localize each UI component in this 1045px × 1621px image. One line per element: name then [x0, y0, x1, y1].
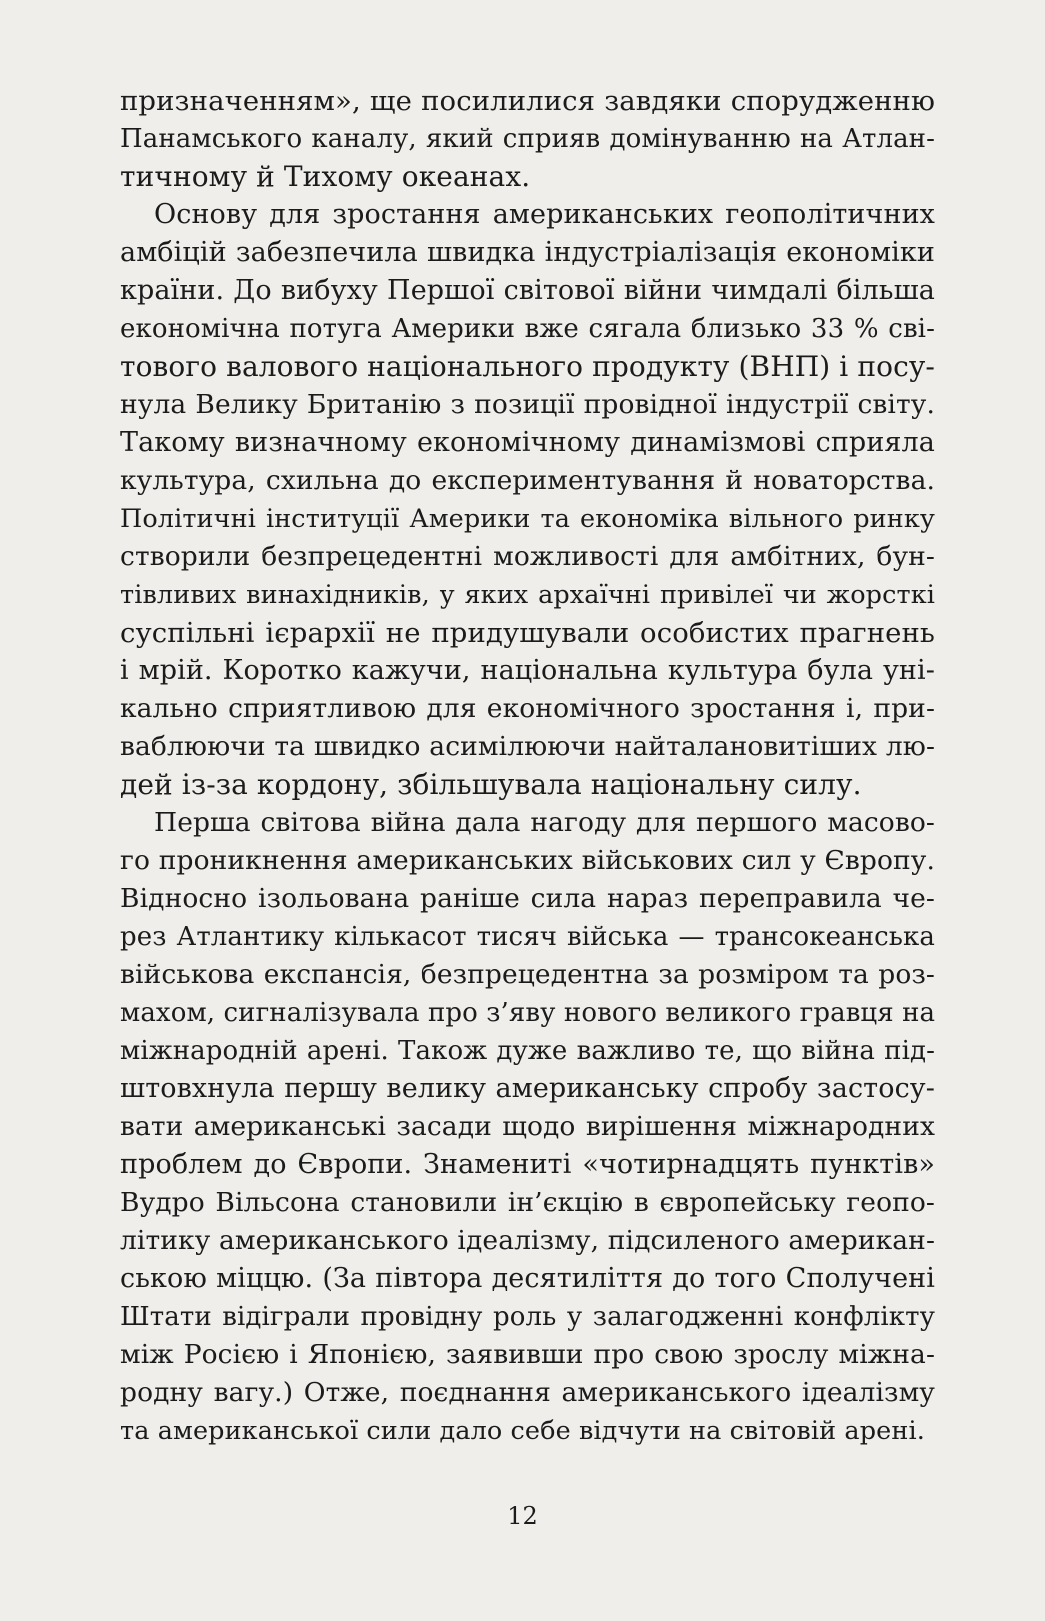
text-line: родну вагу.) Отже, поєднання американського ідеалізму: [120, 1377, 935, 1408]
text-line: махом, сигналізувала про з’яву нового великого гравця на: [120, 998, 936, 1028]
text-line: Основу для зростання американських геополітичних: [154, 199, 935, 230]
text-line: тового валового національного продукту (ВНП) і посу-: [120, 350, 935, 383]
text-line: суспільні ієрархії не придушували особистих прагнень: [120, 617, 935, 649]
text-line: рез Атлантику кількасот тисяч війська — трансокеанська: [120, 922, 935, 952]
page-number: 12: [507, 1502, 538, 1530]
text-line: і мрій. Коротко кажучи, національна культура була уні-: [120, 655, 935, 686]
text-line: штовхнула першу велику американську спробу застосу-: [120, 1073, 935, 1104]
text-line: країни. До вибуху Першої світової війни чимдалі більша: [120, 275, 935, 306]
text-line: Перша світова війна дала нагоду для першого масово-: [154, 807, 935, 838]
text-line: тичному й Тихому океанах.: [120, 160, 531, 193]
text-line: Відносно ізольована раніше сила нараз переправила че-: [120, 883, 935, 914]
text-line: між Росією і Японією, заявивши про свою зрослу міжна-: [120, 1339, 935, 1370]
text-line: Такому визначному економічному динамізмові сприяла: [120, 427, 935, 458]
text-line: Панамського каналу, який сприяв домінуванню на Атлан-: [120, 124, 935, 154]
text-line: проблем до Європи. Знамениті «чотирнадцять пунктів»: [120, 1149, 935, 1180]
body-text: [120, 82, 935, 1450]
text-line: ською міццю. (За півтора десятиліття до того Сполучені: [120, 1263, 935, 1294]
text-line: Вудро Вільсона становили ін’єкцію в європейську геопо-: [120, 1187, 935, 1218]
text-line: Штати відіграли провідну роль у залагодженні конфлікту: [120, 1302, 935, 1332]
text-line: Політичні інституції Америки та економіка вільного ринку: [120, 504, 935, 534]
text-line: дей із-за кордону, збільшувала національну силу.: [120, 768, 862, 801]
text-line: нула Велику Британію з позиції провідної індустрії світу.: [120, 389, 935, 420]
text-line: кально сприятливою для економічного зростання і, при-: [120, 693, 935, 724]
text-line: го проникнення американських військових сил у Європу.: [120, 845, 935, 876]
text-line: літику американського ідеалізму, підсиленого американ-: [120, 1225, 935, 1256]
text-line: амбіцій забезпечила швидка індустріалізація економіки: [120, 237, 935, 268]
text-line: вати американські засади щодо вирішення міжнародних: [120, 1111, 935, 1142]
text-line: військова експансія, безпрецедентна за розміром та роз-: [120, 959, 935, 990]
text-line: створили безпрецедентні можливості для амбітних, бун-: [120, 541, 935, 572]
text-line: призначенням», ще посилилися завдяки спорудженню: [120, 85, 935, 117]
text-line: та американської сили дало себе відчути на світовій арені.: [120, 1416, 925, 1446]
text-line: економічна потуга Америки вже сягала близько 33 % сві-: [120, 314, 935, 344]
text-line: тівливих винахідників, у яких архаїчні привілеї чи жорсткі: [120, 580, 935, 610]
text-line: культура, схильна до експериментування й новаторства.: [120, 465, 935, 496]
text-line: ваблюючи та швидко асимілюючи найталановитіших лю-: [120, 731, 935, 762]
text-line: міжнародній арені. Також дуже важливо те, що війна під-: [120, 1036, 935, 1066]
